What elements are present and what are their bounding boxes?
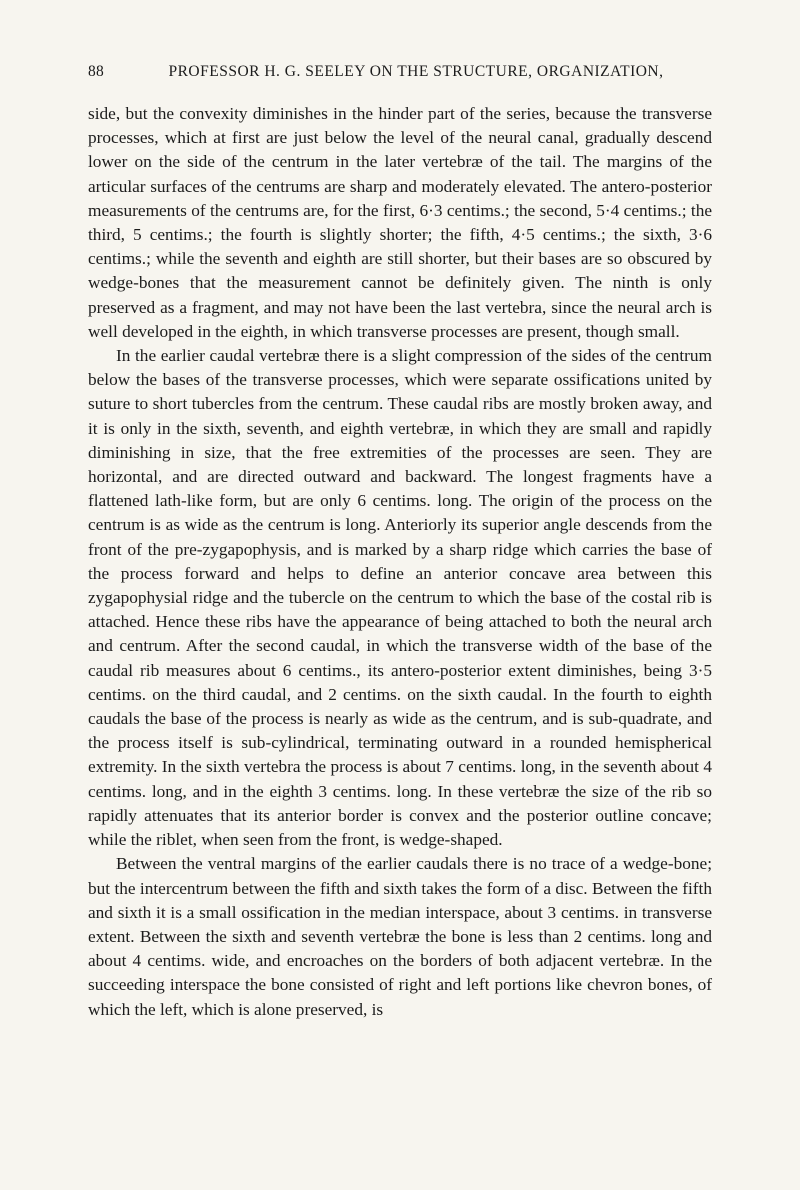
page-number: 88 xyxy=(88,63,104,80)
paragraph-wedge-bones: Between the ventral margins of the earlier caudals there is no trace of a wedge-bone; but the intercentrum between the fifth and sixth takes the form of a disc. Between the fifth and sixth it is a small ossification in the median interspace, about 3 centims. in transverse extent. Between the sixth and seventh vertebræ the bone is less than 2 centims. long and about 4 centims. wide, and encroaches on the borders of both adjacent vertebræ. In the succeeding interspace the bone consisted of right and left portions like chevron bones, of which the left, which is alone preserved, is xyxy=(88,854,712,1019)
body-text xyxy=(88,102,712,1022)
running-header xyxy=(88,63,712,87)
paragraph-caudal-ribs: In the earlier caudal vertebræ there is a slight compression of the sides of the centrum below the bases of the transverse processes, which were separate ossifications united by suture to short tubercles from the centrum. These caudal ribs are mostly broken away, and it is only in the sixth, seventh, and eighth vertebræ, in which they are small and rapidly diminishing in size, that the free extremities of the processes are seen. They are horizontal, and are directed outward and backward. The longest fragments have a flattened lath-like form, but are only 6 centims. long. The origin of the process on the centrum is as wide as the centrum is long. Anteriorly its superior angle descends from the front of the pre-zygapophysis, and is marked by a sharp ridge which carries the base of the process forward and helps to define an anterior concave area between this zygapophysial ridge and the tubercle on the centrum to which the base of the costal rib is attached. Hence these ribs have the appearance of being attached to both the neural arch and centrum. After the second caudal, in which the transverse width of the base of the caudal rib measures about 6 centims., its antero-posterior extent diminishes, being 3·5 centims. on the third caudal, and 2 centims. on the sixth caudal. In the fourth to eighth caudals the base of the process is nearly as wide as the centrum, and is sub-quadrate, and the process itself is sub-cylindrical, terminating outward in a rounded hemispherical extremity. In the sixth vertebra the process is about 7 centims. long, in the seventh about 4 centims. long, and in the eighth 3 centims. long. In these vertebræ the size of the rib so rapidly attenuates that its anterior border is convex and the posterior outline concave; while the riblet, when seen from the front, is wedge-shaped. xyxy=(88,346,712,850)
running-title: PROFESSOR H. G. SEELEY ON THE STRUCTURE, ORGANIZATION, xyxy=(168,63,664,80)
paragraph-continued: side, but the convexity diminishes in the hinder part of the series, because the transverse processes, which at first are just below the level of the neural canal, gradually descend lower on the side of the centrum in the later vertebræ of the tail. The margins of the articular surfaces of the centrums are sharp and moderately elevated. The antero-posterior measurements of the centrums are, for the first, 6·3 centims.; the second, 5·4 centims.; the third, 5 centims.; the fourth is slightly shorter; the fifth, 4·5 centims.; the sixth, 3·6 centims.; while the seventh and eighth are still shorter, but their bases are so obscured by wedge-bones that the measurement cannot be definitely given. The ninth is only preserved as a fragment, and may not have been the last vertebra, since the neural arch is well developed in the eighth, in which transverse processes are present, though small. xyxy=(88,104,712,341)
